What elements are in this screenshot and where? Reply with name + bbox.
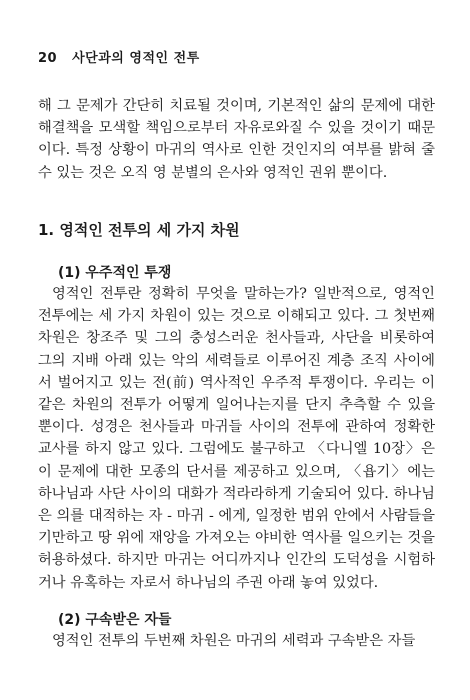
running-header [38, 47, 200, 66]
paragraph-cosmic-struggle: 영적인 전투란 정확히 무엇을 말하는가? 일반적으로, 영적인 전투에는 세 가지 차원이 있는 것으로 이해되고 있다. 그 첫번째 차원은 창조주 및 그의 충성스러운 천사들과, 사단을 비롯하여 그의 지배 아래 있는 악의 세력들로 이루어진 계층 조직 사이에서 벌어지고 있는 전(前) 역사적인 우주적 투쟁이다. 우리는 이같은 차원의 전투가 어떻게 일어나는지를 단지 추측할 수 있을 뿐이다. 성경은 천사들과 마귀들 사이의 전투에 관하여 정확한 교사를 하지 않고 있다. 그럼에도 불구하고 〈다니엘 10장〉은 이 문제에 대한 모종의 단서를 제공하고 있으며, 〈욥기〉에는 하나님과 사단 사이의 대화가 적라라하게 기술되어 있다. 하나님은 의를 대적하는 자 - 마귀 - 에게, 일정한 범위 안에서 사람들을 기만하고 땅 위에 재앙을 가져오는 야비한 역사를 일으키는 것을 허용하셨다. 하지만 마귀는 어디까지나 인간의 도덕성을 시험하거나 유혹하는 자로서 하나님의 주권 아래 놓여 있었다. [38, 286, 435, 591]
intro-paragraph: 해 그 문제가 간단히 치료될 것이며, 기본적인 삶의 문제에 대한 해결책을 모색할 책임으로부터 자유로와질 수 있을 것이기 때문이다. 특정 상황이 마귀의 역사로 인한 것인지의 여부를 밝혀 줄 수 있는 것은 오직 영 분별의 은사와 영적인 권위 뿐이다. [38, 98, 435, 181]
running-title: 사단과의 영적인 전투 [72, 51, 200, 66]
subheading-cosmic-struggle: (1) 우주적인 투쟁 [58, 265, 172, 281]
paragraph-redeemed: 영적인 전투의 두번째 차원은 마귀의 세력과 구속받은 자들 [52, 633, 416, 649]
section-heading: 1. 영적인 전투의 세 가지 차원 [38, 221, 240, 239]
page-number: 20 [38, 51, 58, 66]
subheading-redeemed: (2) 구속받은 자들 [58, 612, 172, 628]
